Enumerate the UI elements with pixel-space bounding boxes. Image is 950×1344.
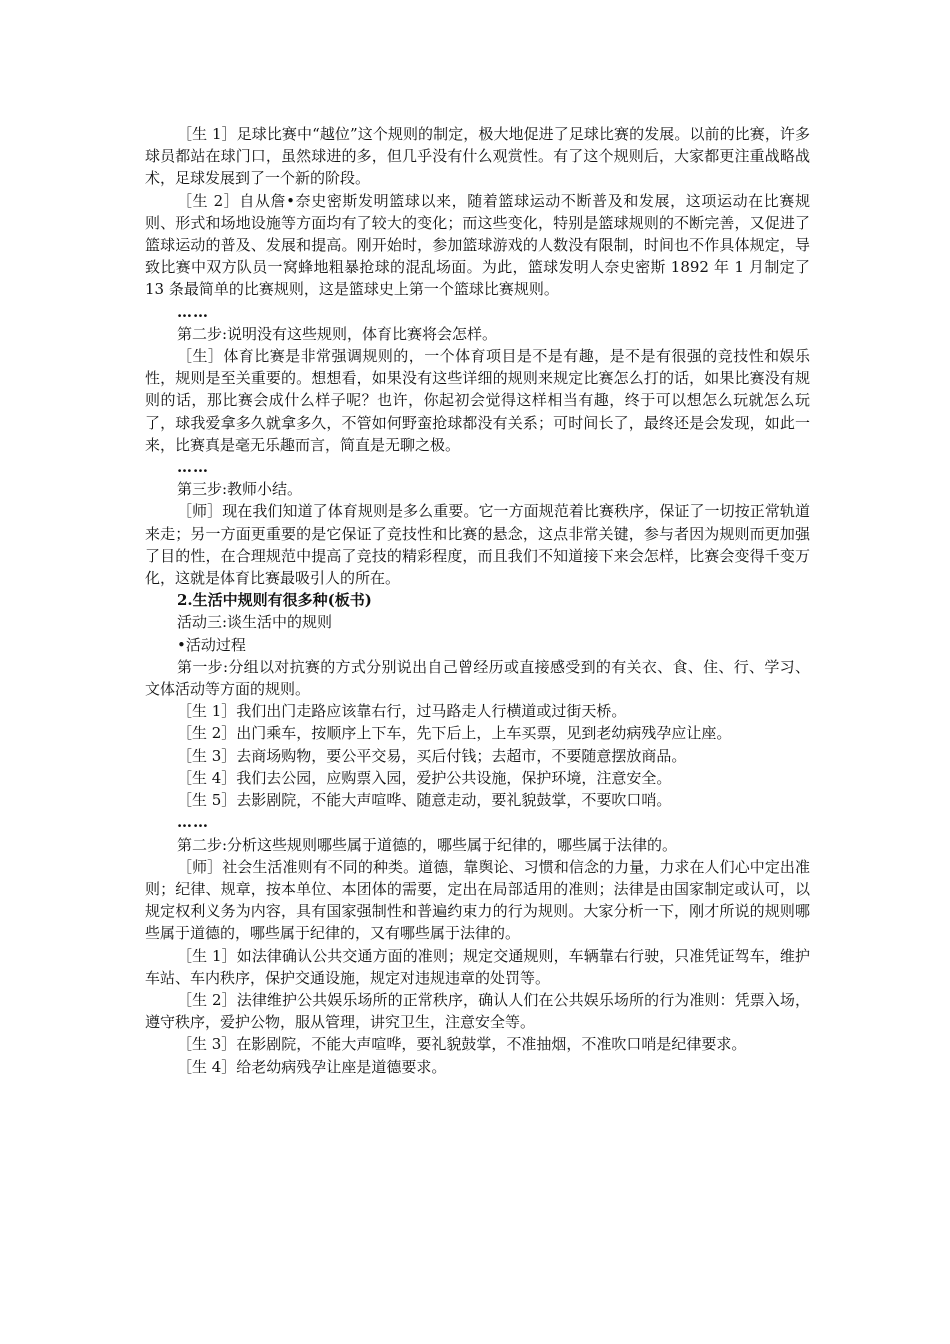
student-answer: ［生 5］去影剧院，不能大声喧哗、随意走动，要礼貌鼓掌，不要吹口哨。 <box>177 791 672 810</box>
student-answer: ［生 4］给老幼病残孕让座是道德要求。 <box>177 1057 447 1076</box>
student-answer: ［生 2］出门乘车，按顺序上下车，先下后上，上车买票，见到老幼病残孕应让座。 <box>177 724 732 743</box>
student-answer: ［生 3］去商场购物，要公平交易，买后付钱；去超市，不要随意摆放商品。 <box>177 746 687 765</box>
student-answer: ［生 1］我们出门走路应该靠右行，过马路走人行横道或过街天桥。 <box>177 702 627 721</box>
ellipsis: …… <box>177 302 209 321</box>
step-heading: 第三步:教师小结。 <box>177 480 303 499</box>
student-answer: ［生 3］在影剧院，不能大声喧哗，要礼貌鼓掌，不准抽烟，不准吹口哨是纪律要求。 <box>177 1035 747 1054</box>
ellipsis: …… <box>177 813 209 832</box>
ellipsis: …… <box>177 458 209 477</box>
activity-process-label: •活动过程 <box>177 635 246 654</box>
document-body <box>145 123 810 1078</box>
student-answer: ［生 1］如法律确认公共交通方面的准则；规定交通规则，车辆靠右行驶，只准凭证驾车，维护车站、车内秩序，保护交通设施，规定对违规违章的处罚等。 <box>145 946 810 987</box>
step-heading: 第一步:分组以对抗赛的方式分别说出自己曾经历或直接感受到的有关衣、食、住、行、学习、文体活动等方面的规则。 <box>145 657 810 699</box>
section-heading: 2.生活中规则有很多种(板书) <box>177 591 372 610</box>
paragraph: ［师］现在我们知道了体育规则是多么重要。它一方面规范着比赛秩序，保证了一切按正常轨道来走；另一方面更重要的是它保证了竞技性和比赛的悬念，这点非常关键，参与者因为规则而更加强了目的性，在合理规范中提高了竞技的精彩程度，而且我们不知道接下来会怎样，比赛会变得千变万化，这就是体育比赛最吸引人的所在。 <box>145 502 810 588</box>
paragraph: ［生 1］足球比赛中“越位”这个规则的制定，极大地促进了足球比赛的发展。以前的比赛，许多球员都站在球门口，虽然球进的多，但几乎没有什么观赏性。有了这个规则后，大家都更注重战略战术，足球发展到了一个新的阶段。 <box>145 125 810 188</box>
paragraph: ［生 2］自从詹•奈史密斯发明篮球以来，随着篮球运动不断普及和发展，这项运动在比赛规则、形式和场地设施等方面均有了较大的变化；而这些变化，特别是篮球规则的不断完善，又促进了篮球运动的普及、发展和提高。刚开始时，参加篮球游戏的人数没有限制，时间也不作具体规定，导致比赛中双方队员一窝蜂地粗暴抢球的混乱场面。为此，篮球发明人奈史密斯 1892 年 1 月制定了 13 条最简单的比赛规则，这是篮球史上第一个篮球比赛规则。 <box>145 191 810 299</box>
step-heading: 第二步:分析这些规则哪些属于道德的，哪些属于纪律的，哪些属于法律的。 <box>177 835 678 854</box>
student-answer: ［生 2］法律维护公共娱乐场所的正常秩序，确认人们在公共娱乐场所的行为准则：凭票入场，遵守秩序，爱护公物，服从管理，讲究卫生，注意安全等。 <box>145 990 810 1032</box>
activity-title: 活动三:谈生活中的规则 <box>177 613 333 632</box>
student-answer: ［生 4］我们去公园，应购票入园，爱护公共设施，保护环境，注意安全。 <box>177 768 672 787</box>
teacher-remark: ［师］社会生活准则有不同的种类。道德，靠舆论、习惯和信念的力量，力求在人们心中定出准则；纪律、规章，按本单位、本团体的需要，定出在局部适用的准则；法律是由国家制定或认可，以规定权利义务为内容，具有国家强制性和普遍约束力的行为规则。大家分析一下，刚才所说的规则哪些属于道德的，哪些属于纪律的，又有哪些属于法律的。 <box>145 857 810 943</box>
paragraph: ［生］体育比赛是非常强调规则的，一个体育项目是不是有趣，是不是有很强的竞技性和娱乐性，规则是至关重要的。想想看，如果没有这些详细的规则来规定比赛怎么打的话，如果比赛没有规则的话，那比赛会成什么样子呢？也许，你起初会觉得这样相当有趣，终于可以想怎么玩就怎么玩了，球我爱拿多久就拿多久，不管如何野蛮抢球都没有关系；可时间长了，最终还是会发现，如此一来，比赛真是毫无乐趣而言，简直是无聊之极。 <box>145 347 810 454</box>
step-heading: 第二步:说明没有这些规则，体育比赛将会怎样。 <box>177 324 498 343</box>
